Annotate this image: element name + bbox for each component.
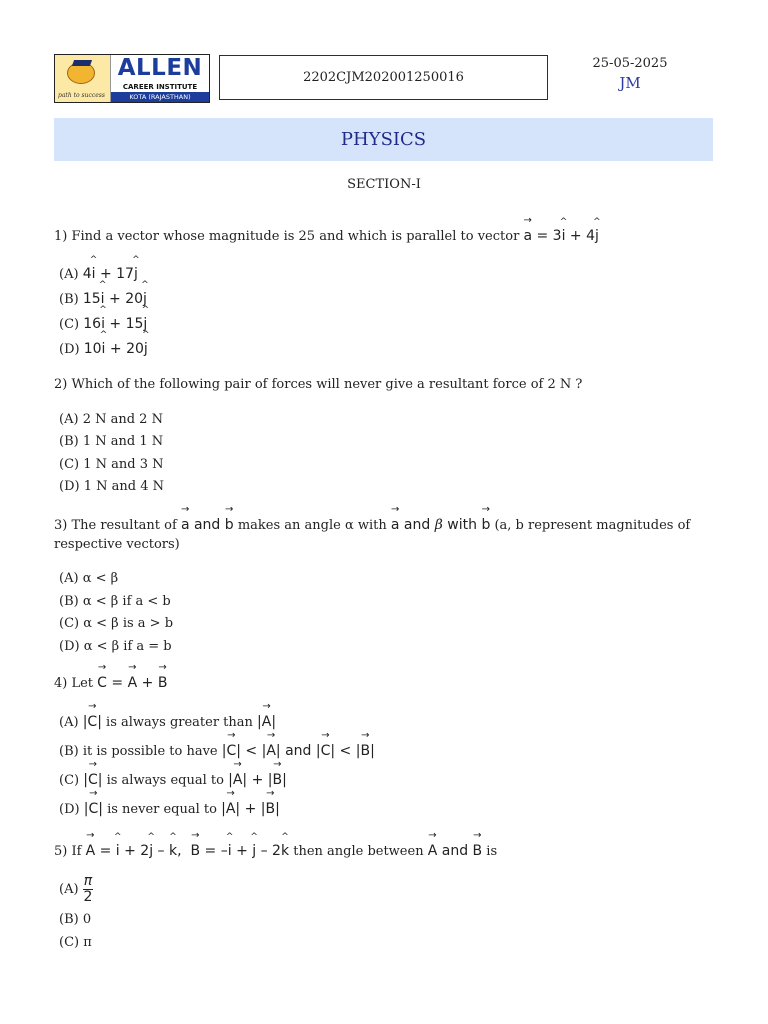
q1-option-a[interactable]: (A) 4^ i + 17^ j [59,265,138,284]
q3-option-a[interactable]: (A) α < β [59,571,119,586]
q2-option-d[interactable]: (D) 1 N and 4 N [59,479,164,494]
q5-option-b[interactable]: (B) 0 [59,912,92,927]
allen-logo [54,54,210,103]
q2-option-c[interactable]: (C) 1 N and 3 N [59,457,164,472]
question-1 [54,227,704,246]
pi-over-2: $\frac{\pi}{2}$ [83,873,93,905]
q2-option-a[interactable]: (A) 2 N and 2 N [59,412,163,427]
q4-option-d[interactable]: (D) |→ C| is never equal to |→ A| + |→ B| [59,800,280,819]
q3-option-d[interactable]: (D) α < β if a = b [59,639,172,654]
graduation-cap-icon [72,60,92,66]
q3-option-c[interactable]: (C) α < β is a > b [59,616,174,631]
question-1-text: 1) Find a vector whose magnitude is 25 and which is parallel to vector [54,229,520,244]
q1-option-c[interactable]: (C) 16^ i + 15^ j [59,315,147,334]
logo-institute: CAREER INSTITUTE [122,82,198,91]
q5-option-c[interactable]: (C) π [59,935,92,950]
q4-option-b[interactable]: (B) it is possible to have |→ C| < |→ A| and |→ C| < |→ B| [59,742,375,761]
question-4: 4) Let → C = → A + → B [54,674,704,693]
q4-option-a[interactable]: (A) |→ C| is always greater than |→ A| [59,713,276,732]
logo-tagline: path to success [58,92,105,99]
logo-emblem [55,55,111,102]
q1-option-b[interactable]: (B) 15^ i + 20^ j [59,290,147,309]
subject-title: PHYSICS [340,129,427,150]
logo-brand: ALLEN [117,55,203,81]
paper-code-box [219,55,548,100]
question-5: 5) If → A = ^ i + 2^ j – ^ k, → B = –^ i + ^ j – 2^ k then angle between → A and → B is [54,842,704,861]
question-3: 3) The resultant of → a and → b makes an angle α with → a and β with → b (a, b represent magnitudes of respective vectors) [54,516,704,554]
q3-option-b[interactable]: (B) α < β if a < b [59,594,171,609]
q2-option-b[interactable]: (B) 1 N and 1 N [59,434,164,449]
q1-option-d[interactable]: (D) 10^ i + 20^ j [59,340,148,359]
question-1-vector: → a = 3^ i + 4^ j [523,228,598,244]
stream-label: JM [619,74,641,92]
subject-banner [54,118,713,161]
question-2: 2) Which of the following pair of forces will never give a resultant force of 2 N ? [54,377,583,392]
logo-text [111,55,209,102]
exam-date: 25-05-2025 [592,56,668,71]
paper-code: 2202CJM202001250016 [303,70,464,85]
q5-option-a[interactable]: (A) $\frac{\pi}{2}$ [59,873,93,905]
logo-city: KOTA (RAJASTHAN) [111,92,209,102]
section-title: SECTION-I [347,177,421,192]
q4-option-c[interactable]: (C) |→ C| is always equal to |→ A| + |→ B| [59,771,287,790]
